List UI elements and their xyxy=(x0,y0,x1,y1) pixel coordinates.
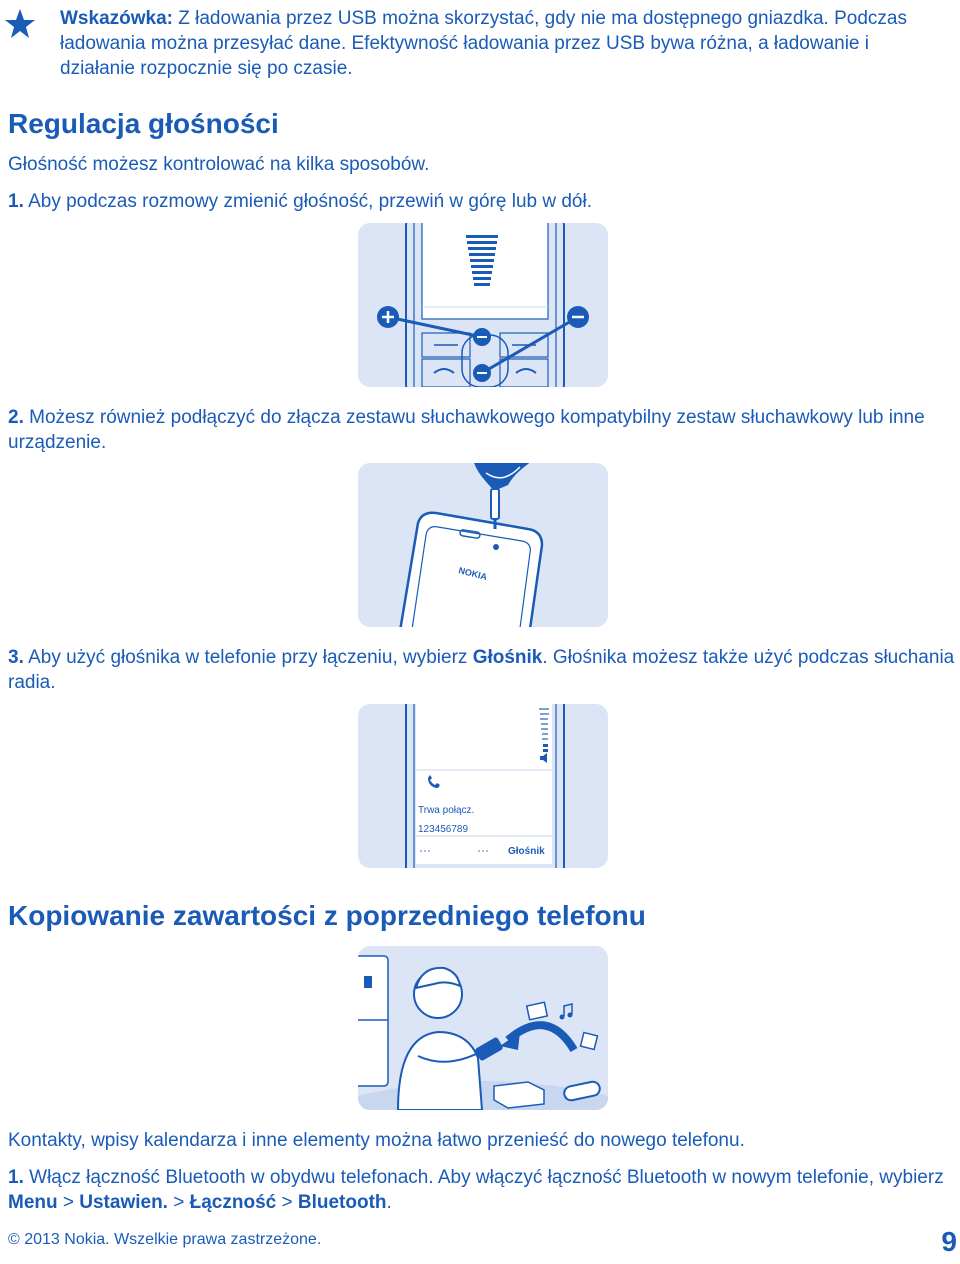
call-number: 123456789 xyxy=(418,824,469,835)
tip-text: Z ładowania przez USB można skorzystać, gdy nie ma dostępnego gniazdka. Podczas ładowania można przesyłać dane. Efektywność ładowania przez USB bywa różna, a ładowanie i działanie rozpocznie się po czasie. xyxy=(60,8,907,79)
figure-headset-plug xyxy=(358,463,608,627)
figure-call-screen xyxy=(358,704,608,868)
figure-volume-keys xyxy=(358,223,608,387)
menu-path-bluetooth: Bluetooth xyxy=(297,1192,387,1213)
step-text: Aby podczas rozmowy zmienić głośność, przewiń w górę lub w dół. xyxy=(23,191,592,212)
menu-path-settings: Ustawien. xyxy=(79,1192,168,1213)
step-number: 1. xyxy=(8,1167,24,1188)
copy-intro: Kontakty, wpisy kalendarza i inne elementy można łatwo przenieść do nowego telefonu. xyxy=(8,1130,745,1151)
sentence-end: . xyxy=(386,1192,392,1213)
volume-intro: Głośność możesz kontrolować na kilka sposobów. xyxy=(8,154,430,175)
speaker-softkey[interactable]: Głośnik xyxy=(508,846,545,857)
step-number: 3. xyxy=(8,647,24,668)
menu-path-sep: > xyxy=(167,1192,190,1213)
menu-path-sep: > xyxy=(276,1192,298,1213)
copy-step-1 xyxy=(8,1165,958,1215)
step-text-cont: . Głośnika możesz także użyć podczas słuchania radia. xyxy=(8,647,955,693)
menu-path-menu: Menu xyxy=(8,1192,58,1213)
volume-step-2 xyxy=(8,405,958,455)
heading-copy-content: Kopiowanie zawartości z poprzedniego telefonu xyxy=(8,900,646,931)
step-text: Aby użyć głośnika w telefonie przy łączeniu, wybierz xyxy=(23,647,473,668)
step-text: Włącz łączność Bluetooth w obydwu telefonach. Aby włączyć łączność Bluetooth w nowym telefonie, wybierz xyxy=(23,1167,944,1188)
volume-step-3 xyxy=(8,645,958,695)
step-text: Możesz również podłączyć do złącza zestawu słuchawkowego kompatybilny zestaw słuchawkowy lub inne urządzenie. xyxy=(8,407,925,453)
menu-path-connectivity: Łączność xyxy=(189,1192,277,1213)
step-number: 1. xyxy=(8,191,24,212)
menu-path-sep: > xyxy=(57,1192,80,1213)
speaker-option: Głośnik xyxy=(472,647,543,668)
tip-label: Wskazówka: xyxy=(60,8,173,29)
volume-step-1 xyxy=(8,189,592,214)
copyright: © 2013 Nokia. Wszelkie prawa zastrzeżone. xyxy=(8,1231,322,1248)
page-number: 9 xyxy=(941,1226,957,1257)
phone-brand: NOKIA xyxy=(457,565,489,582)
heading-volume: Regulacja głośności xyxy=(8,108,279,139)
tip-paragraph xyxy=(60,6,940,81)
figure-copy-content xyxy=(358,946,608,1110)
call-status: Trwa połącz. xyxy=(418,805,475,816)
step-number: 2. xyxy=(8,407,24,428)
star-icon xyxy=(4,8,36,40)
